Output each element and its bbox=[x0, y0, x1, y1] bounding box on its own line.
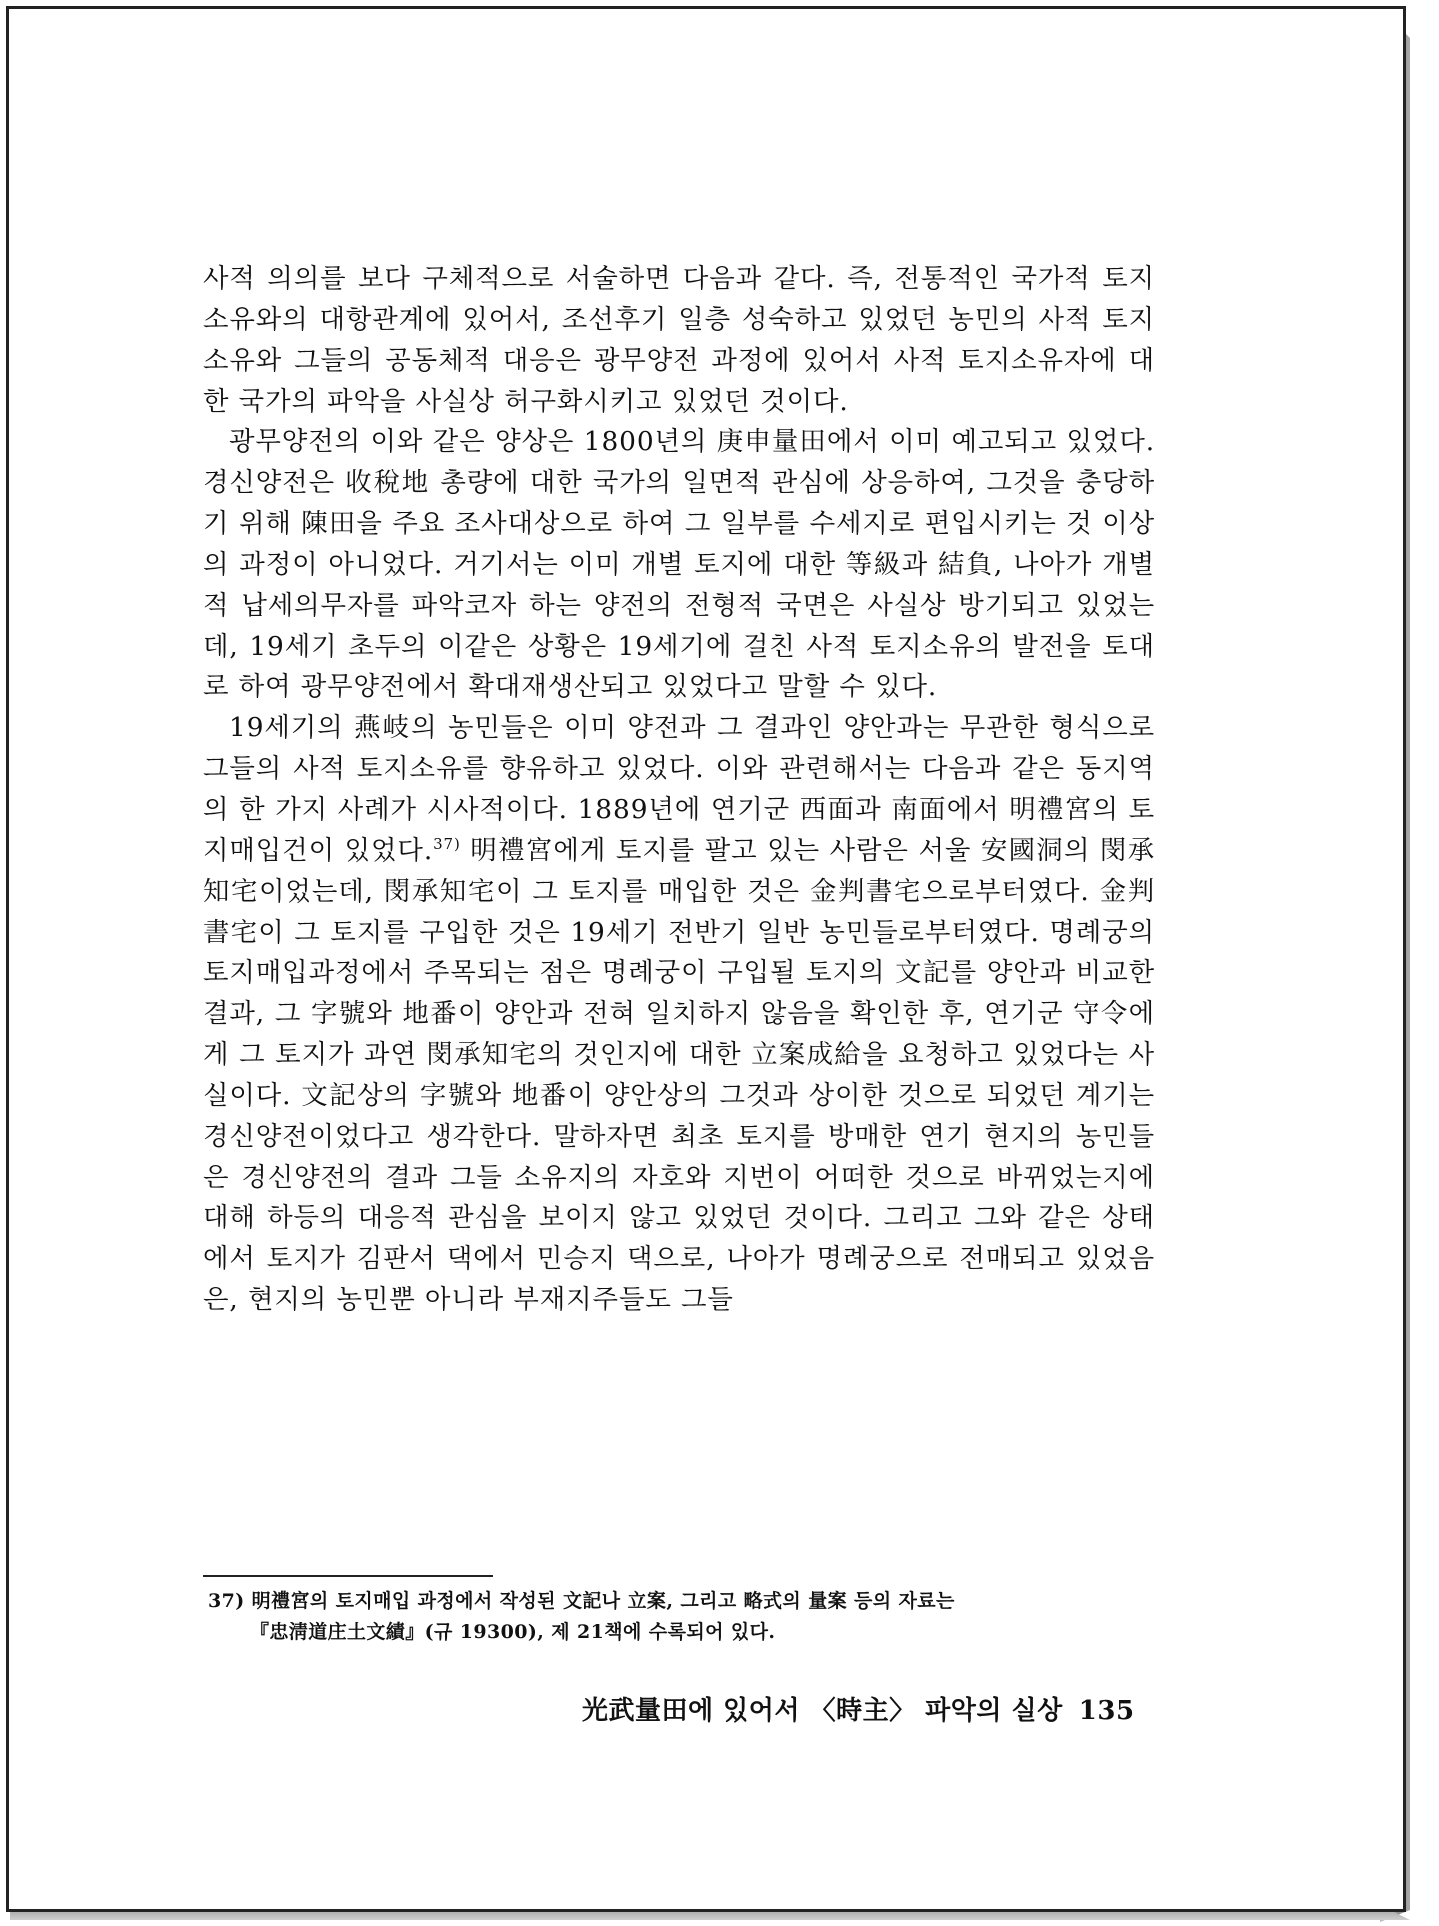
paragraph-3-text-a: 19세기의 燕岐의 농민들은 이미 양전과 그 결과인 양안과는 무관한 형식으로 그들의 사적 토지소유를 향유하고 있었다. 이와 관련해서는 다음과 같은 동지역의 한 가지 사례가 시사적이다. 1889년에 연기군 西面과 南面에서 明禮宮의 토지매입건이 있었다. bbox=[203, 712, 1155, 866]
running-title: 光武量田에 있어서 〈時主〉 파악의 실상 bbox=[582, 1696, 1063, 1726]
footnote bbox=[208, 1586, 1153, 1648]
body-text bbox=[203, 259, 1155, 1321]
page-number: 135 bbox=[1078, 1696, 1135, 1726]
footnote-line-1: 37) 明禮宮의 토지매입 과정에서 작성된 文記나 立案, 그리고 略式의 量案 등의 자료는 bbox=[208, 1590, 955, 1612]
paragraph-3-text-b: 明禮宮에게 토지를 팔고 있는 사람은 서울 安國洞의 閔承知宅이었는데, 閔承知宅이 그 토지를 매입한 것은 金判書宅으로부터였다. 金判書宅이 그 토지를 구입한 것은 19세기 전반기 일반 농민들로부터였다. 명례궁의 토지매입과정에서 주목되는 점은 명례궁이 구입될 토지의 文記를 양안과 비교한 결과, 그 字號와 地番이 양안과 전혀 일치하지 않음을 확인한 후, 연기군 守令에게 그 토지가 과연 閔承知宅의 것인지에 대한 立案成給을 요청하고 있었다는 사실이다. 文記상의 字號와 地番이 양안상의 그것과 상이한 것으로 되었던 계기는 경신양전이었다고 생각한다. 말하자면 최초 토지를 방매한 연기 현지의 농민들은 경신양전의 결과 그들 소유지의 자호와 지번이 어떠한 것으로 바뀌었는지에 대해 하등의 대응적 관심을 보이지 않고 있었던 것이다. 그리고 그와 같은 상태에서 토지가 김판서 댁에서 민승지 댁으로, 나아가 명례궁으로 전매되고 있었음은, 현지의 농민뿐 아니라 부재지주들도 그들 bbox=[203, 834, 1155, 1316]
running-footer bbox=[582, 1690, 1152, 1727]
paragraph-3 bbox=[203, 708, 1155, 1321]
paragraph-2: 광무양전의 이와 같은 양상은 1800년의 庚申量田에서 이미 예고되고 있었다. 경신양전은 收稅地 총량에 대한 국가의 일면적 관심에 상응하여, 그것을 충당하기 위해 陳田을 주요 조사대상으로 하여 그 일부를 수세지로 편입시키는 것 이상의 과정이 아니었다. 거기서는 이미 개별 토지에 대한 等級과 結負, 나아가 개별적 납세의무자를 파악코자 하는 양전의 전형적 국면은 사실상 방기되고 있었는데, 19세기 초두의 이같은 상황은 19세기에 걸친 사적 토지소유의 발전을 토대로 하여 광무양전에서 확대재생산되고 있었다고 말할 수 있다. bbox=[203, 426, 1155, 703]
footnote-reference[interactable]: 37) bbox=[433, 835, 461, 854]
paragraph-1: 사적 의의를 보다 구체적으로 서술하면 다음과 같다. 즉, 전통적인 국가적 토지소유와의 대항관계에 있어서, 조선후기 일층 성숙하고 있었던 농민의 사적 토지소유와 그들의 공동체적 대응은 광무양전 과정에 있어서 사적 토지소유자에 대한 국가의 파악을 사실상 허구화시키고 있었던 것이다. bbox=[203, 263, 1155, 417]
footnote-divider bbox=[203, 1575, 493, 1577]
footnote-line-2: 『忠淸道庄土文績』(규 19300), 제 21책에 수록되어 있다. bbox=[250, 1621, 776, 1643]
